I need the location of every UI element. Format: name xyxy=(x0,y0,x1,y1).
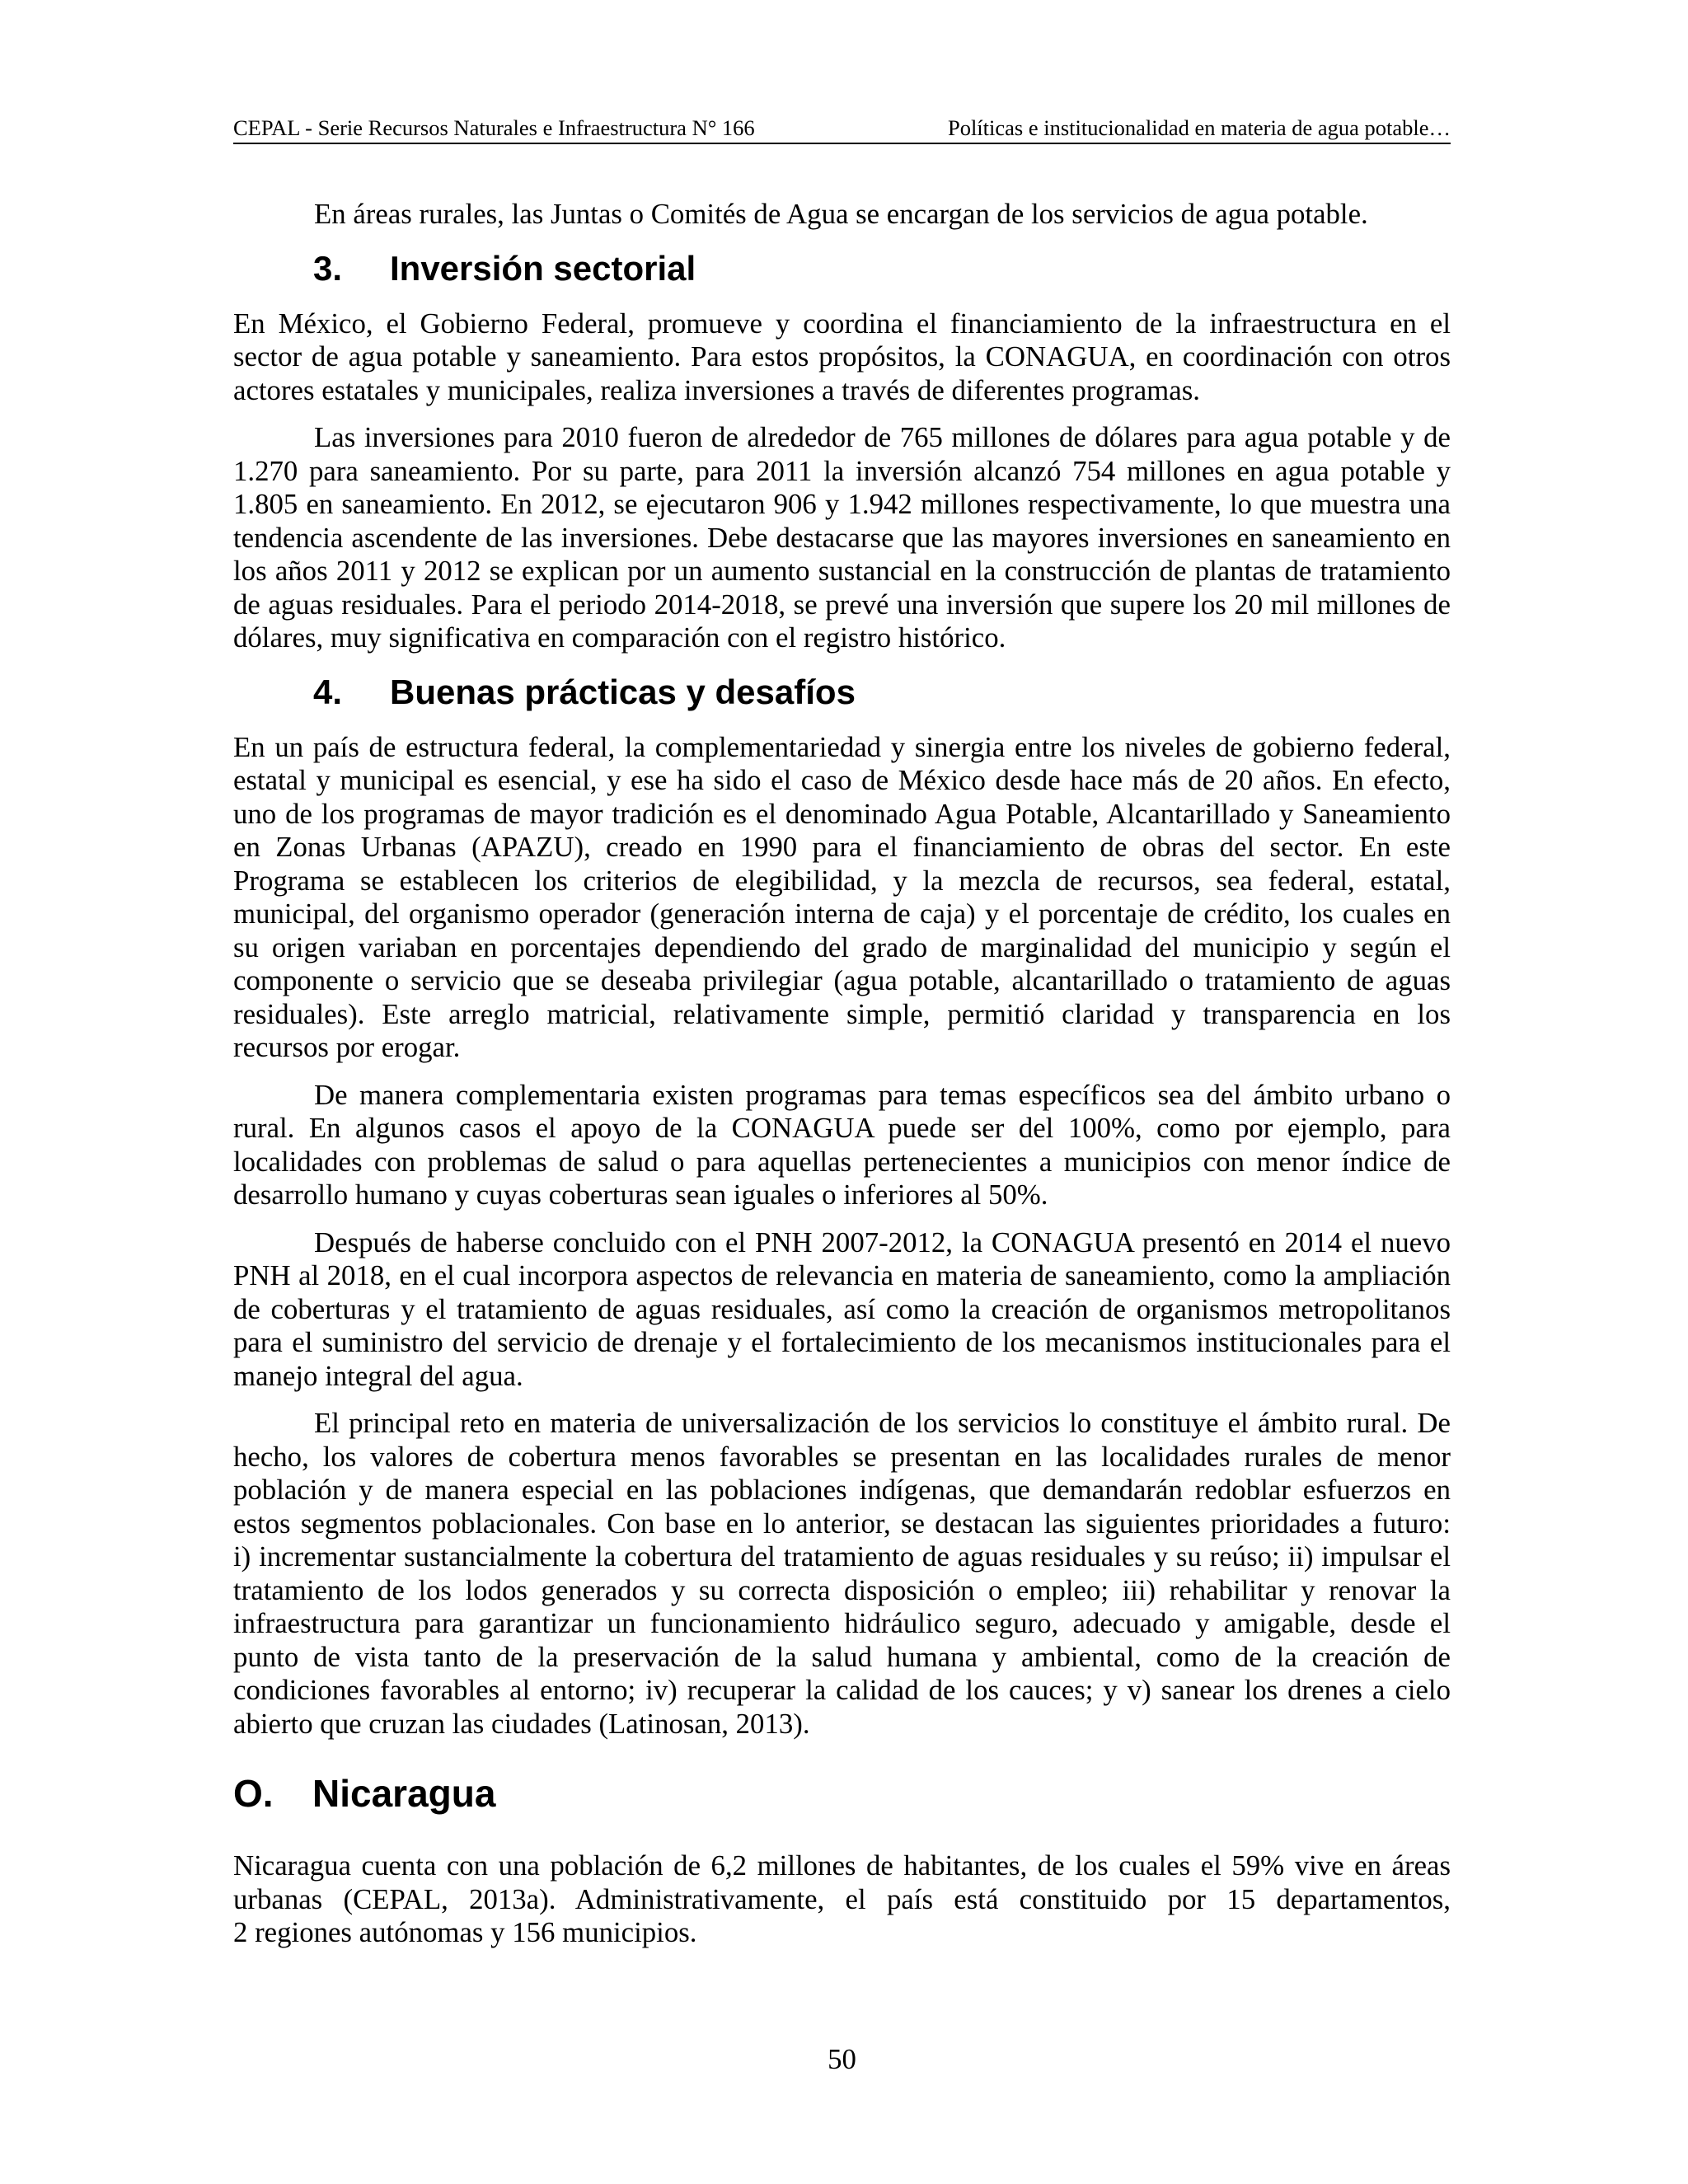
paragraph-line: Nicaragua cuenta con una población de 6,2 millones de habitantes, de los cuales el 59% vive en áreas xyxy=(233,1849,1451,1882)
paragraph-line: En un país de estructura federal, la complementariedad y sinergia entre los niveles de gobierno federal, xyxy=(233,730,1451,763)
paragraph-line: su origen variaban en porcentajes dependiendo del grado de marginalidad del municipio y según el xyxy=(233,930,1451,963)
paragraph-line: Después de haberse concluido con el PNH 2007-2012, la CONAGUA presentó en 2014 el nuevo xyxy=(314,1226,1451,1258)
section-heading xyxy=(233,248,1451,289)
paragraph-line: Programa se establecen los criterios de elegibilidad, y la mezcla de recursos, sea federal, estatal, xyxy=(233,864,1451,897)
section-number: 3. xyxy=(313,248,343,288)
paragraph-line: sector de agua potable y saneamiento. Para estos propósitos, la CONAGUA, en coordinación con otros xyxy=(233,340,1451,373)
paragraph-line: componente o servicio que se deseaba privilegiar (agua potable, alcantarillado o tratamiento de aguas xyxy=(233,964,1451,996)
paragraph-line: Las inversiones para 2010 fueron de alrededor de 765 millones de dólares para agua potable y de xyxy=(314,421,1451,453)
paragraph-line: infraestructura para garantizar un funcionamiento hidráulico seguro, adecuado y amigable, desde el xyxy=(233,1607,1451,1639)
paragraph-line: estatal y municipal es esencial, y ese ha sido el caso de México desde hace más de 20 años. En efecto, xyxy=(233,764,1451,796)
paragraph-line: recursos por erogar. xyxy=(233,1031,461,1063)
paragraph-line: PNH al 2018, en el cual incorpora aspectos de relevancia en materia de saneamiento, como la ampliación xyxy=(233,1259,1451,1291)
paragraph-line: En áreas rurales, las Juntas o Comités de Agua se encargan de los servicios de agua potable. xyxy=(314,198,1368,230)
header-document-title: Políticas e institucionalidad en materia de agua potable… xyxy=(947,115,1451,140)
paragraph-line: estos segmentos poblacionales. Con base en lo anterior, se destacan las siguientes prioridades a futuro: xyxy=(233,1507,1451,1540)
paragraph-line: 2 regiones autónomas y 156 municipios. xyxy=(233,1916,697,1948)
paragraph-line: hecho, los valores de cobertura menos favorables se presentan en las localidades rurales de menor xyxy=(233,1440,1451,1473)
paragraph xyxy=(233,1407,1451,1741)
running-header xyxy=(233,115,1451,144)
paragraph-line: residuales). Este arreglo matricial, relativamente simple, permitió claridad y transparencia en los xyxy=(233,997,1451,1030)
paragraph-line: dólares, muy significativa en comparación con el registro histórico. xyxy=(233,621,1006,654)
paragraph-line: abierto que cruzan las ciudades (Latinosan, 2013). xyxy=(233,1707,810,1740)
paragraph-line: rural. En algunos casos el apoyo de la CONAGUA puede ser del 100%, como por ejemplo, para xyxy=(233,1112,1451,1144)
page-number: 50 xyxy=(828,2043,856,2075)
paragraph-line: urbanas (CEPAL, 2013a). Administrativamente, el país está constituido por 15 departamentos, xyxy=(233,1882,1451,1915)
paragraph-line: i) incrementar sustancialmente la cobertura del tratamiento de aguas residuales y su reúso; ii) impulsar el xyxy=(233,1540,1451,1572)
paragraph-line: actores estatales y municipales, realiza inversiones a través de diferentes programas. xyxy=(233,373,1200,406)
paragraph-line: De manera complementaria existen programas para temas específicos sea del ámbito urbano o xyxy=(314,1078,1451,1111)
paragraph xyxy=(233,198,1451,232)
paragraph-line: población y de manera especial en las poblaciones indígenas, que demandarán redoblar esfuerzos en xyxy=(233,1474,1451,1506)
paragraph-line: En México, el Gobierno Federal, promueve y coordina el financiamiento de la infraestructura en el xyxy=(233,307,1451,340)
paragraph-line: municipal, del organismo operador (generación interna de caja) y el porcentaje de crédito, los cuales en xyxy=(233,898,1451,930)
paragraph xyxy=(233,1226,1451,1394)
section-title: Buenas prácticas y desafíos xyxy=(390,672,856,711)
header-series-title: CEPAL - Serie Recursos Naturales e Infraestructura N° 166 xyxy=(233,115,755,140)
paragraph-line: condiciones favorables al entorno; iv) recuperar la calidad de los cauces; y v) sanear los drenes a cielo xyxy=(233,1674,1451,1706)
paragraph-line: de aguas residuales. Para el periodo 2014-2018, se prevé una inversión que supere los 20 mil millones de xyxy=(233,588,1451,621)
paragraph-line: tratamiento de los lodos generados y su correcta disposición o empleo; iii) rehabilitar y renovar la xyxy=(233,1573,1451,1606)
paragraph xyxy=(233,1079,1451,1212)
paragraph-line: uno de los programas de mayor tradición es el denominado Agua Potable, Alcantarillado y Saneamiento xyxy=(233,797,1451,830)
paragraph xyxy=(233,731,1451,1065)
paragraph-line: de coberturas y el tratamiento de aguas residuales, así como la creación de organismos metropolitanos xyxy=(233,1292,1451,1325)
paragraph-line: para el suministro del servicio de drenaje y el fortalecimiento de los mecanismos institucionales para el xyxy=(233,1326,1451,1358)
paragraph-line: 1.805 en saneamiento. En 2012, se ejecutaron 906 y 1.942 millones respectivamente, lo que muestra una xyxy=(233,488,1451,520)
paragraph-line: punto de vista tanto de la preservación de la salud humana y ambiental, como de la creación de xyxy=(233,1640,1451,1673)
paragraph-line: localidades con problemas de salud o para aquellas pertenecientes a municipios con menor índice de xyxy=(233,1145,1451,1178)
paragraph xyxy=(233,1849,1451,1950)
paragraph-line: manejo integral del agua. xyxy=(233,1359,523,1392)
section-title: Nicaragua xyxy=(312,1772,496,1815)
page-body xyxy=(233,198,1451,1950)
paragraph-line: los años 2011 y 2012 se explican por un aumento sustancial en la construcción de plantas de tratamiento xyxy=(233,555,1451,587)
paragraph xyxy=(233,307,1451,408)
paragraph-line: desarrollo humano y cuyas coberturas sean iguales o inferiores al 50%. xyxy=(233,1179,1048,1211)
section-heading xyxy=(233,672,1451,713)
paragraph-line: en Zonas Urbanas (APAZU), creado en 1990 para el financiamiento de obras del sector. En este xyxy=(233,831,1451,863)
paragraph-line: El principal reto en materia de universalización de los servicios lo constituye el ámbito rural. De xyxy=(314,1407,1451,1439)
paragraph-line: tendencia ascendente de las inversiones. Debe destacarse que las mayores inversiones en saneamiento en xyxy=(233,521,1451,554)
paragraph-line: 1.270 para saneamiento. Por su parte, para 2011 la inversión alcanzó 754 millones en agua potable y xyxy=(233,454,1451,487)
chapter-heading xyxy=(233,1770,1451,1816)
paragraph xyxy=(233,421,1451,655)
section-number: O. xyxy=(233,1772,274,1815)
section-title: Inversión sectorial xyxy=(390,248,696,288)
section-number: 4. xyxy=(313,672,343,711)
